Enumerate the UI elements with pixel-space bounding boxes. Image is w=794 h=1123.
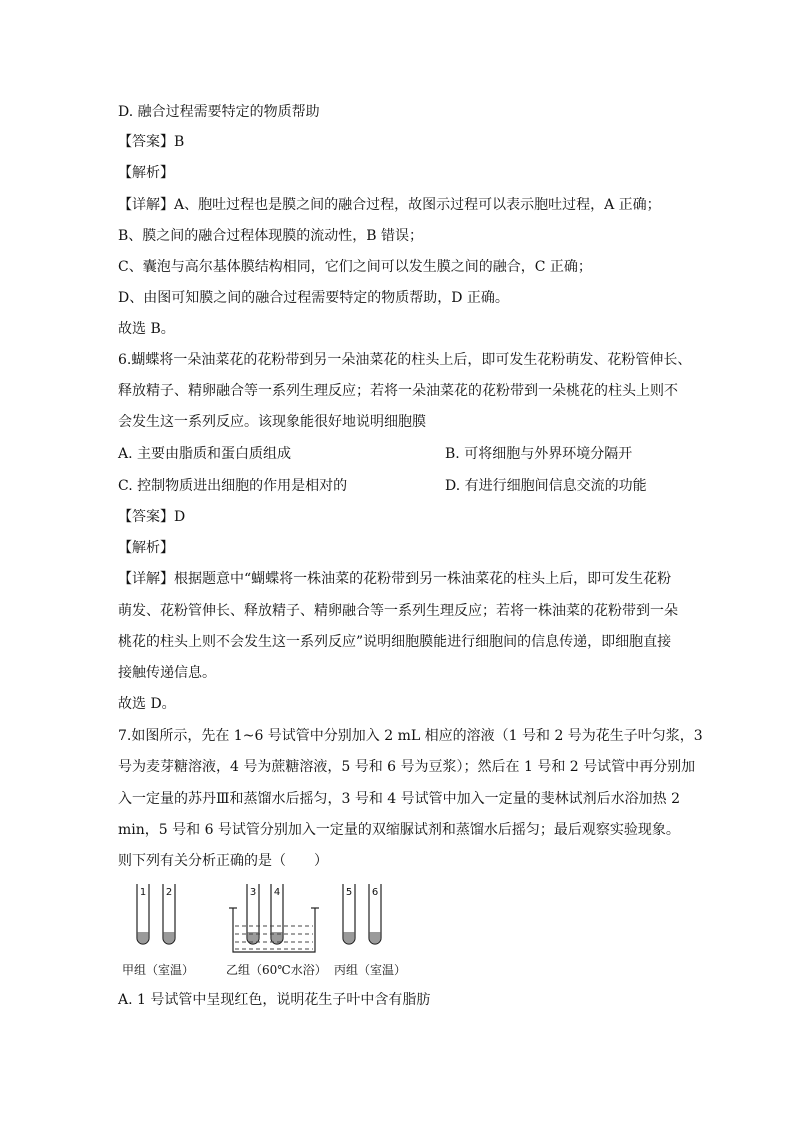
q6-detail-line-2: 萌发、花粉管伸长、释放精子、精卵融合等一系列生理反应；若将一株油菜的花粉带到一朵	[118, 603, 678, 619]
q7-option-a[interactable]: A. 1 号试管中呈现红色，说明花生子叶中含有脂肪	[118, 992, 431, 1008]
q7-stem-line-3: 入一定量的苏丹Ⅲ和蒸馏水后摇匀，3 号和 4 号试管中加入一定量的斐林试剂后水浴加热 2	[118, 791, 681, 807]
q6-stem-line-2: 释放精子、精卵融合等一系列生理反应；若将一朵油菜花的花粉带到一朵桃花的柱头上则不	[118, 383, 678, 399]
q5-analysis-title: 【解析】	[118, 165, 174, 181]
q5-detail-line-4: D、由图可知膜之间的融合过程需要特定的物质帮助，D 正确。	[118, 290, 509, 306]
q7-stem-line-2: 号为麦芽糖溶液，4 号为蔗糖溶液，5 号和 6 号为豆浆）；然后在 1 号和 2 号试管中再分别加	[118, 759, 696, 775]
q6-detail-line-4: 接触传递信息。	[118, 665, 216, 681]
tube-label-4: 4	[273, 887, 281, 898]
q6-option-d[interactable]: D. 有进行细胞间信息交流的功能	[445, 478, 647, 494]
q6-analysis-title: 【解析】	[118, 540, 174, 556]
q6-answer: 【答案】D	[118, 509, 186, 525]
q5-conclusion: 故选 B。	[118, 321, 175, 337]
q5-detail-line-2: B、膜之间的融合过程体现膜的流动性，B 错误；	[118, 228, 424, 244]
q6-detail-line-3: 桃花的柱头上则不会发生这一系列反应”说明细胞膜能进行细胞间的信息传递，即细胞直接	[118, 634, 672, 650]
q5-answer: 【答案】B	[118, 134, 185, 150]
q6-option-b[interactable]: B. 可将细胞与外界环境分隔开	[445, 446, 633, 462]
q6-detail-line-1: 【详解】根据题意中“蝴蝶将一株油菜的花粉带到另一株油菜花的柱头上后，即可发生花粉	[118, 571, 672, 587]
tube-label-3: 3	[249, 887, 257, 898]
q6-option-c[interactable]: C. 控制物质进出细胞的作用是相对的	[118, 478, 348, 494]
test-tube-figure	[125, 878, 405, 960]
q7-stem-line-1: 7.如图所示，先在 1~6 号试管中分别加入 2 mL 相应的溶液（1 号和 2 号为花生子叶匀浆，3	[118, 728, 703, 744]
q5-detail-line-1: 【详解】A、胞吐过程也是膜之间的融合过程，故图示过程可以表示胞吐过程，A 正确；	[118, 197, 661, 213]
q6-stem-line-1: 6.蝴蝶将一朵油菜花的花粉带到另一朵油菜花的柱头上后，即可发生花粉萌发、花粉管伸长、	[118, 352, 692, 368]
tube-label-2: 2	[165, 887, 173, 898]
group-jia-label: 甲组（室温）	[122, 963, 195, 977]
q6-option-a[interactable]: A. 主要由脂质和蛋白质组成	[118, 446, 292, 462]
q6-stem-line-3: 会发生这一系列反应。该现象能很好地说明细胞膜	[118, 414, 426, 430]
tube-label-5: 5	[345, 887, 353, 898]
group-bing-label: 丙组（室温）	[334, 963, 407, 977]
tube-label-1: 1	[139, 887, 147, 898]
q7-stem-line-5: 则下列有关分析正确的是（ ）	[118, 853, 328, 869]
q5-detail-line-3: C、囊泡与高尔基体膜结构相同，它们之间可以发生膜之间的融合，C 正确；	[118, 259, 592, 275]
q5-option-d: D. 融合过程需要特定的物质帮助	[118, 104, 320, 120]
q6-conclusion: 故选 D。	[118, 696, 176, 712]
tube-label-6: 6	[371, 887, 379, 898]
group-yi-label: 乙组（60℃水浴）	[226, 963, 327, 977]
q7-stem-line-4: min，5 号和 6 号试管分别加入一定量的双缩脲试剂和蒸馏水后摇匀；最后观察实验现象。	[118, 822, 680, 838]
water-bath-beaker	[233, 908, 315, 952]
